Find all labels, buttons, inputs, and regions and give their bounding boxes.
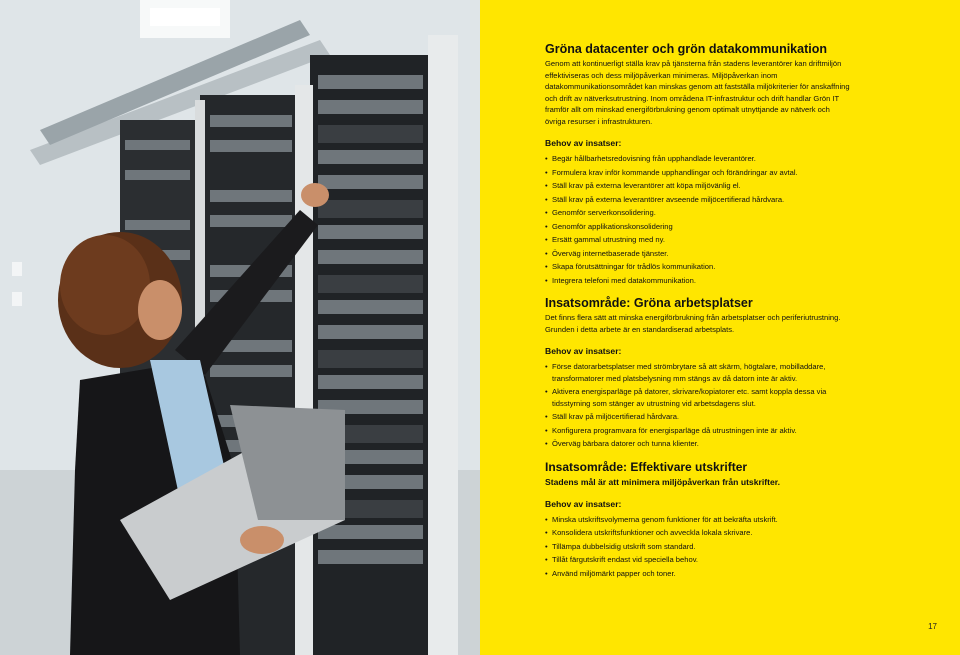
content [545, 42, 850, 589]
text-column [480, 0, 960, 655]
list-item: • Förse datorarbetsplatser med strömbrytare så att skärm, högtalare, mobilladdare, transformatorer med platsbelysning mm stängs av då datorn inte är aktiv. [545, 361, 850, 384]
list-item: • Genomför serverkonsolidering. [545, 207, 850, 219]
needs-heading: Behov av insatser: [545, 346, 622, 356]
needs-list [545, 361, 850, 450]
list-item: • Integrera telefoni med datakommunikation. [545, 275, 850, 287]
list-item: • Ställ krav på externa leverantörer att köpa miljövänlig el. [545, 180, 850, 192]
needs-list [545, 153, 850, 286]
needs-heading: Behov av insatser: [545, 138, 622, 148]
list-item: • Formulera krav inför kommande upphandlingar och förändringar av avtal. [545, 167, 850, 179]
section-title-efficient-printing: Insatsområde: Effektivare utskrifter [545, 459, 748, 474]
list-item: • Genomför applikationskonsolidering [545, 221, 850, 233]
list-item: • Använd miljömärkt papper och toner. [545, 568, 850, 580]
list-item: • Skapa förutsättningar för trådlös kommunikation. [545, 261, 850, 273]
section-paragraph: Det finns flera sätt att minska energiförbrukning från arbetsplatser och periferiutrustning. Grunden i detta arbete är en standardiserad arbetsplats. [545, 313, 841, 334]
section-lead: Stadens mål är att minimera miljöpåverkan från utskrifter. [545, 476, 780, 487]
list-item: • Ställ krav på externa leverantörer avseende miljöcertifierad hårdvara. [545, 194, 850, 206]
list-item: • Överväg bärbara datorer och tunna klienter. [545, 438, 850, 450]
list-item: • Aktivera energisparläge på datorer, skrivare/kopiatorer etc. samt koppla dessa via tidsstyrning som stänger av utrustning vid arbetsdagens slut. [545, 386, 850, 409]
list-item: • Konsolidera utskriftsfunktioner och avveckla lokala skrivare. [545, 527, 850, 539]
needs-list [545, 514, 850, 580]
section-title-green-datacenter: Gröna datacenter och grön datakommunikation [545, 42, 827, 56]
section-title-green-workplaces: Insatsområde: Gröna arbetsplatser [545, 296, 753, 310]
list-item: • Överväg internetbaserade tjänster. [545, 248, 850, 260]
needs-heading: Behov av insatser: [545, 498, 622, 509]
list-item: • Ställ krav på miljöcertifierad hårdvara. [545, 411, 850, 423]
list-item: • Begär hållbarhetsredovisning från upphandlade leverantörer. [545, 153, 850, 165]
list-item: • Minska utskriftsvolymerna genom funktioner för att bekräfta utskrift. [545, 514, 850, 526]
list-item: • Tillåt färgutskrift endast vid speciella behov. [545, 554, 850, 566]
page-number: 17 [928, 622, 937, 631]
list-item: • Tillämpa dubbelsidig utskrift som standard. [545, 541, 850, 553]
list-item: • Konfigurera programvara för energisparläge då utrustningen inte är aktiv. [545, 425, 850, 437]
list-item: • Ersätt gammal utrustning med ny. [545, 234, 850, 246]
section-paragraph: Genom att kontinuerligt ställa krav på tjänsterna från stadens leverantörer kan driftmiljön effektiviseras och dess miljöpåverkan minimeras. Miljöpåverkan inom datakommunikationsområdet kan minskas genom att fastställa miljökriterier för anskaffning och drift av nätverksutrustning. Inom områdena IT-infrastruktur och drift handlar Grön IT framför allt om minskad energiförbrukning genom optimalt utnyttjande av nätverk och övriga resurser i infrastrukturen. [545, 59, 850, 126]
